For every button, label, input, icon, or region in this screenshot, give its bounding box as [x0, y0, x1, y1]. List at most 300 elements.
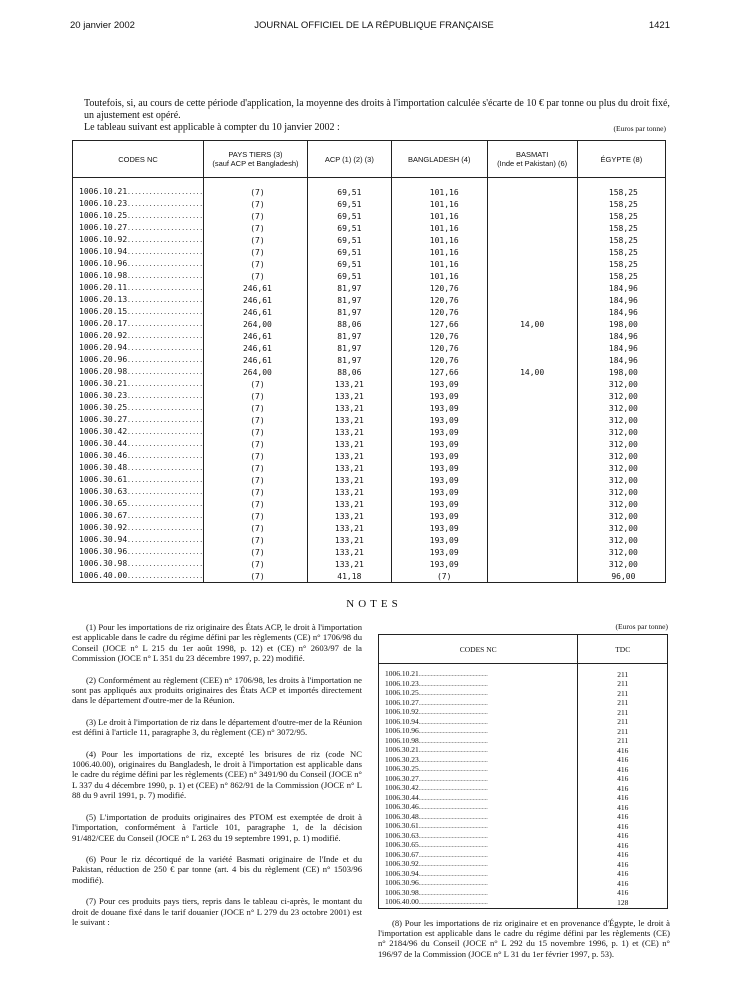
tdc-cell-code: 1006.10.92.............................................. — [379, 708, 578, 718]
tdc-col-header-codes: CODES NC — [379, 635, 578, 664]
cell-value: 120,76 — [391, 330, 487, 342]
tdc-row — [379, 737, 668, 747]
cell-value: 193,09 — [391, 402, 487, 414]
tdc-cell-value: 416 — [578, 870, 668, 880]
cell-code: 1006.30.98..................... — [73, 558, 204, 570]
tdc-cell-code: 1006.30.98.............................................. — [379, 889, 578, 899]
tdc-cell-code: 1006.10.23.............................................. — [379, 680, 578, 690]
cell-code: 1006.30.61..................... — [73, 474, 204, 486]
cell-value: 198,00 — [577, 318, 665, 330]
cell-value: 41,18 — [307, 570, 391, 583]
tdc-cell-value: 416 — [578, 794, 668, 804]
page-number: 1421 — [648, 20, 670, 31]
table-row — [73, 402, 666, 414]
cell-value: (7) — [204, 462, 308, 474]
cell-value: 184,96 — [577, 282, 665, 294]
tdc-cell-code: 1006.10.96.............................................. — [379, 727, 578, 737]
cell-code: 1006.30.27..................... — [73, 414, 204, 426]
cell-value: (7) — [204, 178, 308, 199]
cell-value: 193,09 — [391, 510, 487, 522]
cell-value: 312,00 — [577, 450, 665, 462]
cell-value — [487, 354, 577, 366]
table-row — [73, 234, 666, 246]
tdc-cell-code: 1006.30.48.............................................. — [379, 813, 578, 823]
cell-value — [487, 426, 577, 438]
cell-value: (7) — [204, 234, 308, 246]
cell-code: 1006.10.25..................... — [73, 210, 204, 222]
table-row — [73, 366, 666, 378]
tdc-cell-code: 1006.40.00.............................................. — [379, 898, 578, 908]
tdc-row — [379, 889, 668, 899]
cell-value: 158,25 — [577, 178, 665, 199]
cell-value — [487, 450, 577, 462]
cell-value: 69,51 — [307, 198, 391, 210]
tdc-cell-value: 416 — [578, 879, 668, 889]
tdc-cell-code: 1006.30.92.............................................. — [379, 860, 578, 870]
col-header-bangladesh: BANGLADESH (4) — [391, 141, 487, 178]
tdc-row — [379, 718, 668, 728]
table-row — [73, 570, 666, 583]
cell-value: 158,25 — [577, 210, 665, 222]
cell-value: 312,00 — [577, 510, 665, 522]
cell-code: 1006.10.27..................... — [73, 222, 204, 234]
tdc-cell-code: 1006.30.23.............................................. — [379, 756, 578, 766]
tdc-cell-code: 1006.30.67.............................................. — [379, 851, 578, 861]
cell-code: 1006.30.63..................... — [73, 486, 204, 498]
table-row — [73, 534, 666, 546]
tdc-cell-value: 128 — [578, 898, 668, 908]
tdc-cell-value: 416 — [578, 841, 668, 851]
cell-value: 101,16 — [391, 258, 487, 270]
cell-value: 312,00 — [577, 414, 665, 426]
cell-value — [487, 306, 577, 318]
cell-code: 1006.30.23..................... — [73, 390, 204, 402]
tdc-cell-value: 416 — [578, 784, 668, 794]
cell-value: (7) — [204, 546, 308, 558]
cell-value — [487, 498, 577, 510]
cell-value: 264,00 — [204, 366, 308, 378]
cell-value: 133,21 — [307, 438, 391, 450]
cell-value: 193,09 — [391, 534, 487, 546]
cell-value — [487, 234, 577, 246]
cell-code: 1006.30.92..................... — [73, 522, 204, 534]
cell-value — [487, 462, 577, 474]
table-row — [73, 438, 666, 450]
cell-value: 133,21 — [307, 522, 391, 534]
cell-value: 184,96 — [577, 330, 665, 342]
cell-value: 81,97 — [307, 306, 391, 318]
tdc-col-header-tdc: TDC — [578, 635, 668, 664]
cell-value — [487, 258, 577, 270]
cell-value: 101,16 — [391, 198, 487, 210]
tdc-cell-code: 1006.30.61.............................................. — [379, 822, 578, 832]
table-row — [73, 178, 666, 199]
cell-value — [487, 438, 577, 450]
cell-value: 69,51 — [307, 246, 391, 258]
cell-value: 184,96 — [577, 294, 665, 306]
cell-value: 133,21 — [307, 378, 391, 390]
note-8: (8) Pour les importations de riz originaire et en provenance d'Égypte, le droit à l'importation est applicable dans le cadre du régime défini par les règlements (CE) n° 2184/96 du Conseil (JOCE n° L 292 du 15 novembre 1996, p. 1) et (CE) n° 196/97 de la Commission (JOCE n° L 31 du 1er février 1997, p. 53). — [378, 918, 670, 959]
cell-value: 127,66 — [391, 318, 487, 330]
cell-value: 69,51 — [307, 222, 391, 234]
cell-value: 88,06 — [307, 318, 391, 330]
cell-value: (7) — [204, 258, 308, 270]
cell-value: 120,76 — [391, 342, 487, 354]
tdc-cell-value: 416 — [578, 765, 668, 775]
cell-value: (7) — [204, 414, 308, 426]
cell-value: 198,00 — [577, 366, 665, 378]
cell-value: (7) — [204, 402, 308, 414]
cell-code: 1006.10.94..................... — [73, 246, 204, 258]
cell-value: 133,21 — [307, 486, 391, 498]
table-row — [73, 198, 666, 210]
tdc-cell-value: 416 — [578, 832, 668, 842]
cell-code: 1006.20.17..................... — [73, 318, 204, 330]
cell-value: (7) — [204, 522, 308, 534]
cell-value: 184,96 — [577, 306, 665, 318]
note-paragraph: (6) Pour le riz décortiqué de la variété Basmati originaire de l'Inde et du Pakistan, réduction de 250 € par tonne (art. 4 bis du règlement (CE) n° 1503/96 modifié). — [72, 853, 362, 885]
cell-value: 312,00 — [577, 546, 665, 558]
tdc-cell-value: 211 — [578, 727, 668, 737]
cell-value: 101,16 — [391, 210, 487, 222]
cell-code: 1006.30.96..................... — [73, 546, 204, 558]
tdc-row — [379, 664, 668, 680]
cell-code: 1006.10.21..................... — [73, 178, 204, 199]
tdc-cell-code: 1006.30.42.............................................. — [379, 784, 578, 794]
cell-value — [487, 210, 577, 222]
cell-code: 1006.20.96..................... — [73, 354, 204, 366]
cell-value: 69,51 — [307, 210, 391, 222]
cell-code: 1006.20.15..................... — [73, 306, 204, 318]
cell-value: 127,66 — [391, 366, 487, 378]
note-paragraph: (5) L'importation de produits originaires des PTOM est exemptée de droit à l'importation, conformément à l'article 101, paragraphe 1, de la décision 91/482/CEE du Conseil (JOCE n° L 263 du 19 septembre 1991, p. 1) modifié. — [72, 811, 362, 843]
cell-value: 246,61 — [204, 330, 308, 342]
tdc-cell-code: 1006.10.25.............................................. — [379, 689, 578, 699]
cell-value — [487, 570, 577, 583]
cell-value: 312,00 — [577, 462, 665, 474]
cell-value: 133,21 — [307, 390, 391, 402]
col-header-codes: CODES NC — [73, 141, 204, 178]
cell-value: 81,97 — [307, 282, 391, 294]
table-row — [73, 354, 666, 366]
table-row — [73, 462, 666, 474]
cell-value: 81,97 — [307, 330, 391, 342]
intro — [84, 98, 672, 134]
cell-code: 1006.20.98..................... — [73, 366, 204, 378]
table-row — [73, 378, 666, 390]
cell-value: (7) — [204, 210, 308, 222]
tdc-row — [379, 699, 668, 709]
cell-value — [487, 486, 577, 498]
cell-value — [487, 546, 577, 558]
cell-value — [487, 294, 577, 306]
cell-value — [487, 474, 577, 486]
cell-value: 193,09 — [391, 378, 487, 390]
cell-value: (7) — [204, 570, 308, 583]
table-row — [73, 450, 666, 462]
cell-value: (7) — [204, 198, 308, 210]
cell-value: 193,09 — [391, 450, 487, 462]
cell-value: 69,51 — [307, 258, 391, 270]
cell-value: 246,61 — [204, 294, 308, 306]
unit-label: (Euros par tonne) — [613, 124, 666, 133]
tdc-cell-code: 1006.10.27.............................................. — [379, 699, 578, 709]
cell-value: (7) — [204, 426, 308, 438]
cell-value: 133,21 — [307, 414, 391, 426]
cell-value: 133,21 — [307, 510, 391, 522]
cell-value: 312,00 — [577, 558, 665, 570]
cell-value: 193,09 — [391, 558, 487, 570]
cell-code: 1006.30.48..................... — [73, 462, 204, 474]
tdc-table — [378, 634, 668, 909]
tdc-cell-value: 416 — [578, 756, 668, 766]
tdc-cell-value: 416 — [578, 803, 668, 813]
tdc-cell-code: 1006.30.65.............................................. — [379, 841, 578, 851]
cell-value: 133,21 — [307, 546, 391, 558]
cell-value: 120,76 — [391, 306, 487, 318]
cell-value — [487, 402, 577, 414]
cell-value — [487, 342, 577, 354]
table-row — [73, 342, 666, 354]
cell-value — [487, 378, 577, 390]
cell-value: 193,09 — [391, 498, 487, 510]
cell-value — [487, 510, 577, 522]
cell-value: 184,96 — [577, 342, 665, 354]
tdc-cell-value: 416 — [578, 889, 668, 899]
cell-code: 1006.30.21..................... — [73, 378, 204, 390]
cell-value: 158,25 — [577, 198, 665, 210]
cell-value: 246,61 — [204, 342, 308, 354]
cell-value: 312,00 — [577, 486, 665, 498]
tdc-cell-code: 1006.30.25.............................................. — [379, 765, 578, 775]
table-row — [73, 210, 666, 222]
cell-value: (7) — [204, 486, 308, 498]
cell-value: 133,21 — [307, 474, 391, 486]
cell-value: 133,21 — [307, 498, 391, 510]
note-paragraph: (7) Pour ces produits pays tiers, repris dans le tableau ci-après, le montant du droit de douane fixé dans le tarif douanier (JOCE n° L 279 du 23 octobre 2001) est le suivant : — [72, 896, 362, 927]
intro-paragraph: Toutefois, si, au cours de cette période d'application, la moyenne des droits à l'importation calculée s'écarte de 10 € par tonne ou plus du droit fixé, un ajustement est opéré. — [84, 98, 670, 121]
tdc-row — [379, 794, 668, 804]
tdc-header-row — [379, 635, 668, 664]
import-duty-table — [72, 140, 666, 583]
cell-value: (7) — [391, 570, 487, 583]
table-row — [73, 414, 666, 426]
cell-value: (7) — [204, 498, 308, 510]
cell-code: 1006.10.23..................... — [73, 198, 204, 210]
cell-value: 193,09 — [391, 522, 487, 534]
cell-value: 101,16 — [391, 222, 487, 234]
cell-value — [487, 198, 577, 210]
note-paragraph: (1) Pour les importations de riz originaire des États ACP, le droit à l'importation est applicable dans le cadre du régime défini par les règlements (CE) n° 1706/98 du Conseil (JOCE n° L 215 du 1er août 1998, p. 12) et (CE) n° 2603/97 de la Commission (JOCE n° L 351 du 23 décembre 1997, p. 22) modifié. — [72, 622, 362, 664]
tdc-row — [379, 756, 668, 766]
cell-value — [487, 414, 577, 426]
cell-value: (7) — [204, 378, 308, 390]
cell-value: 193,09 — [391, 414, 487, 426]
table-row — [73, 486, 666, 498]
cell-value: 193,09 — [391, 486, 487, 498]
tdc-row — [379, 898, 668, 908]
tdc-cell-code: 1006.10.98.............................................. — [379, 737, 578, 747]
cell-value: 133,21 — [307, 534, 391, 546]
col-header-egypte: ÉGYPTE (8) — [577, 141, 665, 178]
cell-value: 101,16 — [391, 270, 487, 282]
cell-value: 312,00 — [577, 402, 665, 414]
table-row — [73, 318, 666, 330]
cell-value: (7) — [204, 450, 308, 462]
cell-value: 158,25 — [577, 246, 665, 258]
cell-value: 101,16 — [391, 234, 487, 246]
table-row — [73, 390, 666, 402]
cell-value: 193,09 — [391, 426, 487, 438]
cell-value: (7) — [204, 390, 308, 402]
cell-value: 88,06 — [307, 366, 391, 378]
cell-value: (7) — [204, 510, 308, 522]
cell-code: 1006.10.98..................... — [73, 270, 204, 282]
note-paragraph: (4) Pour les importations de riz, excepté les brisures de riz (code NC 1006.40.00), originaires du Bangladesh, le droit à l'importation est applicable dans le cadre du régime défini par les règlements (CEE) n° 3491/90 du Conseil (JOCE n° L 337 du 4 décembre 1990, p. 1) et (CEE) n° 862/91 de la Commission (JOCE n° L 88 du 9 avril 1991, p. 7) modifié. — [72, 748, 362, 801]
cell-code: 1006.30.94..................... — [73, 534, 204, 546]
cell-value: 193,09 — [391, 438, 487, 450]
cell-value: 14,00 — [487, 318, 577, 330]
tdc-cell-value: 211 — [578, 737, 668, 747]
table-row — [73, 426, 666, 438]
cell-value: 312,00 — [577, 534, 665, 546]
cell-value: (7) — [204, 438, 308, 450]
table-row — [73, 246, 666, 258]
tdc-cell-value: 416 — [578, 822, 668, 832]
cell-value: 246,61 — [204, 306, 308, 318]
tdc-row — [379, 851, 668, 861]
cell-value — [487, 330, 577, 342]
tdc-cell-value: 211 — [578, 689, 668, 699]
tdc-cell-value: 416 — [578, 746, 668, 756]
cell-value: 158,25 — [577, 234, 665, 246]
table-header-row — [73, 141, 666, 178]
table-row — [73, 558, 666, 570]
cell-value: 193,09 — [391, 474, 487, 486]
cell-code: 1006.30.46..................... — [73, 450, 204, 462]
header-date: 20 janvier 2002 — [70, 20, 135, 31]
tdc-cell-value: 211 — [578, 680, 668, 690]
cell-value: (7) — [204, 270, 308, 282]
cell-value: 184,96 — [577, 354, 665, 366]
cell-code: 1006.30.65..................... — [73, 498, 204, 510]
tdc-row — [379, 680, 668, 690]
cell-value: 312,00 — [577, 498, 665, 510]
cell-value — [487, 534, 577, 546]
table-row — [73, 546, 666, 558]
tdc-cell-code: 1006.30.96.............................................. — [379, 879, 578, 889]
cell-value — [487, 270, 577, 282]
cell-value — [487, 558, 577, 570]
tdc-cell-value: 211 — [578, 699, 668, 709]
tdc-row — [379, 832, 668, 842]
tdc-cell-value: 416 — [578, 775, 668, 785]
table-row — [73, 510, 666, 522]
col-header-pays-tiers: PAYS TIERS (3) (sauf ACP et Bangladesh) — [204, 141, 308, 178]
cell-value: 312,00 — [577, 522, 665, 534]
table-row — [73, 270, 666, 282]
cell-value: 158,25 — [577, 270, 665, 282]
tdc-row — [379, 775, 668, 785]
table-row — [73, 258, 666, 270]
cell-value: 101,16 — [391, 246, 487, 258]
tdc-cell-code: 1006.10.94.............................................. — [379, 718, 578, 728]
cell-value: (7) — [204, 474, 308, 486]
cell-value: 133,21 — [307, 558, 391, 570]
table-row — [73, 282, 666, 294]
tdc-row — [379, 813, 668, 823]
cell-code: 1006.30.44..................... — [73, 438, 204, 450]
cell-value: 133,21 — [307, 462, 391, 474]
cell-value: 69,51 — [307, 178, 391, 199]
tdc-cell-value: 416 — [578, 851, 668, 861]
cell-value: 158,25 — [577, 222, 665, 234]
table-row — [73, 474, 666, 486]
tdc-cell-value: 211 — [578, 664, 668, 680]
tdc-cell-code: 1006.30.27.............................................. — [379, 775, 578, 785]
cell-code: 1006.20.13..................... — [73, 294, 204, 306]
note-paragraph: (3) Le droit à l'importation de riz dans le département d'outre-mer de la Réunion est défini à l'article 11, paragraphe 3, du règlement (CE) n° 3072/95. — [72, 716, 362, 738]
cell-value: 246,61 — [204, 354, 308, 366]
cell-value: 120,76 — [391, 282, 487, 294]
cell-value: 246,61 — [204, 282, 308, 294]
cell-value: 69,51 — [307, 270, 391, 282]
table-row — [73, 294, 666, 306]
cell-value: 120,76 — [391, 294, 487, 306]
table-row — [73, 522, 666, 534]
note-paragraph: (2) Conformément au règlement (CEE) n° 1706/98, les droits à l'importation ne sont pas appliqués aux produits originaires des États ACP et importés directement dans le département d'outre-mer de la Réunion. — [72, 674, 362, 706]
cell-value — [487, 282, 577, 294]
cell-value: 14,00 — [487, 366, 577, 378]
tdc-cell-code: 1006.30.44.............................................. — [379, 794, 578, 804]
cell-code: 1006.40.00..................... — [73, 570, 204, 583]
cell-value: 264,00 — [204, 318, 308, 330]
cell-value: 120,76 — [391, 354, 487, 366]
cell-value: 312,00 — [577, 438, 665, 450]
cell-code: 1006.30.67..................... — [73, 510, 204, 522]
tdc-cell-code: 1006.10.21.............................................. — [379, 664, 578, 680]
cell-value: 81,97 — [307, 342, 391, 354]
cell-value: 312,00 — [577, 426, 665, 438]
header-title: JOURNAL OFFICIEL DE LA RÉPUBLIQUE FRANÇAISE — [254, 20, 494, 31]
notes-column — [72, 622, 362, 938]
tdc-cell-code: 1006.30.63.............................................. — [379, 832, 578, 842]
cell-value: 96,00 — [577, 570, 665, 583]
cell-value: (7) — [204, 558, 308, 570]
cell-value — [487, 390, 577, 402]
tdc-cell-code: 1006.30.94.............................................. — [379, 870, 578, 880]
cell-value — [487, 178, 577, 199]
cell-value: 193,09 — [391, 462, 487, 474]
cell-value: 312,00 — [577, 378, 665, 390]
cell-value: 158,25 — [577, 258, 665, 270]
cell-value: 133,21 — [307, 450, 391, 462]
col-header-basmati: BASMATI (Inde et Pakistan) (6) — [487, 141, 577, 178]
cell-value: 193,09 — [391, 390, 487, 402]
table-row — [73, 306, 666, 318]
cell-value: 81,97 — [307, 354, 391, 366]
tdc-unit-label: (Euros par tonne) — [615, 622, 668, 631]
cell-value: 312,00 — [577, 390, 665, 402]
table-row — [73, 498, 666, 510]
cell-value — [487, 222, 577, 234]
cell-code: 1006.20.92..................... — [73, 330, 204, 342]
cell-value: 133,21 — [307, 402, 391, 414]
tdc-cell-code: 1006.30.46.............................................. — [379, 803, 578, 813]
tdc-cell-value: 416 — [578, 813, 668, 823]
cell-value: 312,00 — [577, 474, 665, 486]
cell-code: 1006.10.96..................... — [73, 258, 204, 270]
